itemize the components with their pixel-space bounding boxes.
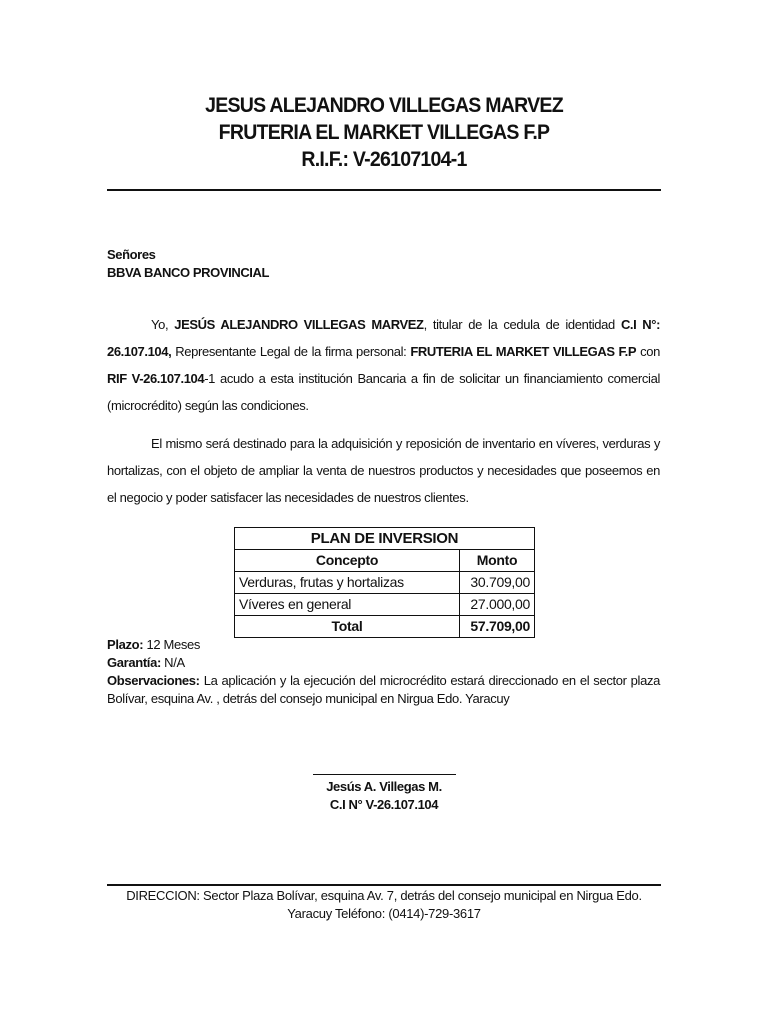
row-amount: 30.709,00 (460, 572, 535, 594)
header-name: JESUS ALEJANDRO VILLEGAS MARVEZ (205, 94, 563, 117)
p1-text-5: -1 acudo a esta institución Bancaria a fin de solicitar un financiamiento comercial (microcrédito) según las condiciones. (107, 371, 660, 413)
paragraph-purpose (107, 430, 660, 511)
total-row (235, 616, 535, 638)
signature-line (313, 774, 456, 775)
garantia-value: N/A (160, 655, 185, 670)
total-amount: 57.709,00 (460, 616, 535, 638)
total-label: Total (235, 616, 460, 638)
letterhead (0, 92, 768, 173)
signer-ci: C.I N° V-26.107.104 (329, 797, 439, 812)
paragraph-request (107, 311, 660, 419)
plazo-line (107, 636, 660, 654)
table-row (235, 572, 535, 594)
bank-name: BBVA BANCO PROVINCIAL (107, 265, 270, 280)
garantia-label: Garantía: (107, 655, 161, 670)
garantia-line (107, 654, 660, 672)
observaciones-value: La aplicación y la ejecución del microcrédito estará direccionado en el sector plaza Bolívar, esquina Av. , detrás del consejo municipal en Nirgua Edo. Yaracuy (107, 673, 660, 706)
footer-address (107, 887, 661, 923)
observaciones-line (107, 672, 660, 708)
investment-plan-table (234, 527, 535, 638)
observaciones-label: Observaciones: (107, 673, 200, 688)
row-concept: Verduras, frutas y hortalizas (235, 572, 460, 594)
col-header-concept: Concepto (235, 550, 460, 572)
col-header-amount: Monto (460, 550, 535, 572)
footer-line-1: DIRECCION: Sector Plaza Bolívar, esquina Av. 7, detrás del consejo municipal en Nirgua Edo. (126, 888, 642, 903)
signature-block (0, 778, 768, 814)
table-row (235, 594, 535, 616)
p1-ci: C.I N°: 26.107.104, (107, 317, 661, 359)
signer-name: Jesús A. Villegas M. (326, 779, 442, 794)
p1-text-4: con (636, 344, 660, 359)
row-concept: Víveres en general (235, 594, 460, 616)
p1-name: JESÚS ALEJANDRO VILLEGAS MARVEZ (174, 317, 424, 332)
addressee (107, 246, 269, 282)
p1-text-3: Representante Legal de la firma personal: (171, 344, 411, 359)
plazo-value: 12 Meses (143, 637, 201, 652)
header-rif: R.I.F.: V-26107104-1 (301, 148, 467, 171)
salutation: Señores (107, 247, 156, 262)
p1-rif: RIF V-26.107.104 (107, 371, 205, 386)
plan-title: PLAN DE INVERSION (235, 528, 535, 550)
p2-text: El mismo será destinado para la adquisición y reposición de inventario en víveres, verduras y hortalizas, con el objeto de ampliar la venta de nuestros productos y necesidades que poseemos en el negocio y poder satisfacer las necesidades de nuestros clientes. (107, 436, 660, 505)
header-divider (107, 189, 661, 191)
footer-line-2: Yaracuy Teléfono: (0414)-729-3617 (287, 906, 481, 921)
p1-text-2: , titular de la cedula de identidad (423, 317, 621, 332)
footer-divider (107, 884, 661, 886)
header-company: FRUTERIA EL MARKET VILLEGAS F.P (218, 121, 550, 144)
p1-company: FRUTERIA EL MARKET VILLEGAS F.P (410, 344, 637, 359)
loan-details (107, 636, 660, 708)
row-amount: 27.000,00 (460, 594, 535, 616)
plazo-label: Plazo: (107, 637, 144, 652)
p1-text-1: Yo, (151, 317, 175, 332)
